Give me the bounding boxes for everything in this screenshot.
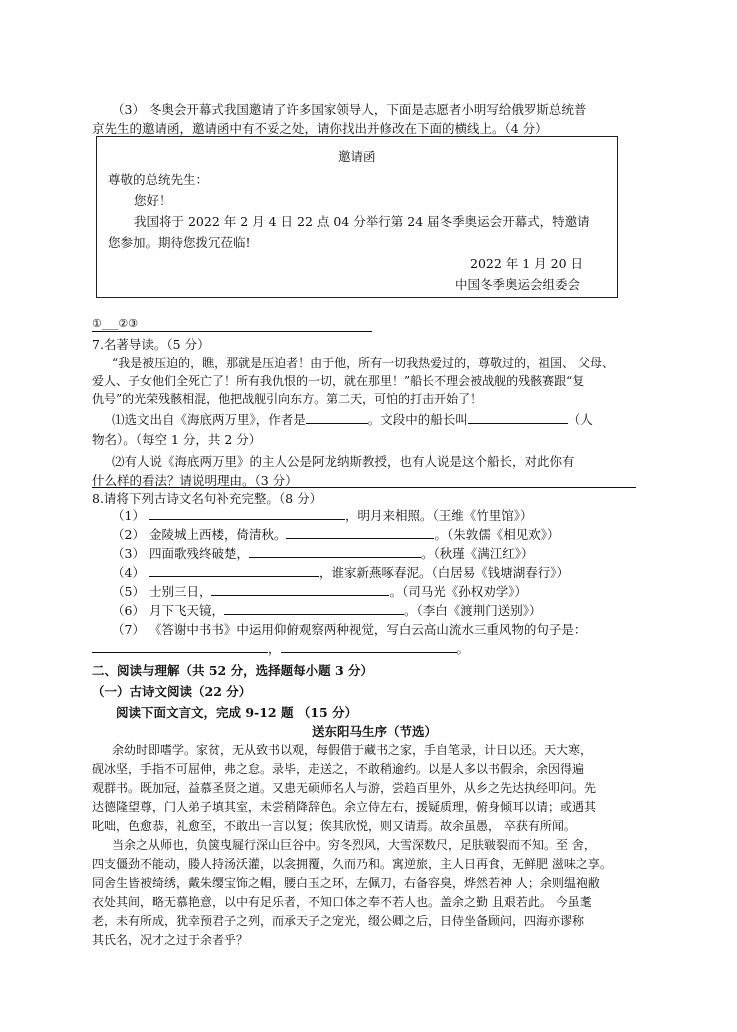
q7-sub2-line1: ⑵有人说《海底两万里》的主人公是阿龙纳斯教授，也有人说是这个船长，对此你有 — [112, 454, 575, 469]
q7-sub2-line2: 什么样的看法？请说明理由。（3 分） — [92, 473, 298, 488]
q7-passage-line1: “我是被压迫的，瞧，那就是压迫者！由于他，所有一切我热爱过的，尊敬过的，祖国、 父母、 — [112, 356, 614, 370]
q8-item-3 — [112, 544, 533, 562]
q7-passage-line2: 爱人、子女他们全死亡了！所有我仇恨的一切，就在那里！”船长不理会被战舰的残骸赛跟“复 — [92, 374, 585, 388]
letter-body-line1: 我国将于 2022 年 2 月 4 日 22 点 04 分举行第 24 届冬季奥运会开幕式，特邀请 — [134, 214, 590, 229]
q8-item-text: 四面歌残终破楚， — [148, 546, 249, 561]
q8-blank-6[interactable] — [224, 602, 404, 615]
comma: ， — [268, 641, 281, 656]
q8-item-2 — [112, 525, 559, 543]
q3-line1: （3） 冬奥会开幕式我国邀请了许多国家领导人，下面是志愿者小明写给俄罗斯总统普 — [112, 102, 587, 117]
q8-item-number: （1） — [112, 508, 145, 523]
q8-item-text: ，谁家新燕啄春泥。（白居易《钱塘湖春行》） — [318, 565, 569, 580]
q8-item-text: 。（司马光《孙权劝学》） — [389, 584, 527, 599]
answer-mark: ①___②③ — [92, 317, 139, 330]
passage-p1-line3: 观群书。既加冠，益慕圣贤之道。又患无硕师名人与游，尝趋百里外，从乡之先达执经叩问。先 — [92, 781, 597, 795]
q7-sub1-prompt: ⑴选文出自《海底两万里》，作者是 — [112, 412, 306, 427]
q7-header: 7.名著导读。（5 分） — [92, 337, 210, 352]
passage-p1-line2: 砚冰坚，手指不可屈伸，弗之怠。录毕，走送之，不敢稍逾约。以是人多以书假余，余因得遍 — [92, 762, 585, 776]
q8-item-6 — [112, 601, 541, 619]
q7-sub1-line2: 物名）。（每空 1 分，共 2 分） — [92, 432, 262, 447]
letter-title: 邀请函 — [338, 149, 376, 164]
passage-p2-line1: 当余之从师也，负箧曳屣行深山巨谷中。穷冬烈风，大雪深数尺，足肤皲裂而不知。至 舍， — [112, 838, 596, 852]
q8-item-7-answer — [92, 639, 469, 657]
q8-item-7: （7） 《答谢中书书》中运用仰俯观察两种视觉，写白云高山流水三重风物的句子是： — [112, 622, 587, 637]
q8-blank-7b[interactable] — [281, 640, 457, 653]
q8-item-number: （5） — [112, 584, 145, 599]
author-blank[interactable] — [306, 411, 368, 424]
letter-signature: 中国冬季奥运会组委会 — [455, 277, 581, 292]
q8-blank-3[interactable] — [249, 545, 421, 558]
q8-item-number: （2） — [112, 527, 145, 542]
q8-blank-7a[interactable] — [92, 640, 268, 653]
passage-p2-line6: 其氏名，况才之过于余者乎？ — [92, 933, 249, 947]
reading-instruction: 阅读下面文言文，完成 9-12 题 （15 分） — [116, 705, 358, 720]
q8-item-text: ，明月来相照。（王维《竹里馆》） — [344, 508, 533, 523]
section2-header: 二、阅读与理解（共 52 分，选择题每小题 3 分） — [92, 663, 374, 678]
q8-item-number: （3） — [112, 546, 145, 561]
passage-p2-line3: 同舍生皆被绮绣，戴朱缨宝饰之帽，腰白玉之环，左佩刀，右备容臭，烨然若神 人；余则缊袍敝 — [92, 876, 600, 890]
passage-p1-line4: 达德隆望尊，门人弟子填其室，未尝稍降辞色。余立侍左右，援疑质理，俯身倾耳以请；或遇其 — [92, 800, 597, 814]
passage-p2-line4: 衣处其间，略无慕艳意，以中有足乐者，不知口体之奉不若人也。盖余之勤 且艰若此。 今虽耄 — [92, 895, 592, 909]
period: 。 — [456, 641, 470, 656]
q7-sub1-mid: 。文段中的船长叫 — [367, 412, 468, 427]
letter-salutation: 尊敬的总统先生： — [108, 172, 209, 187]
passage-p1-line1: 余幼时即嗜学。家贫，无从致书以观，每假借于藏书之家，手自笔录，计日以还。天大寒， — [112, 743, 593, 757]
q8-item-5 — [112, 582, 527, 600]
letter-body-line2: 您参加。期待您拨冗莅临! — [108, 235, 251, 250]
q8-item-4 — [112, 563, 569, 581]
q8-item-text: 。（李白《渡荆门送别》） — [403, 603, 542, 618]
q8-item-1 — [112, 506, 532, 524]
section2-subheader: （一）古诗文阅读（22 分） — [92, 684, 252, 699]
passage-p1-line5: 叱咄，色愈恭，礼愈至，不敢出一言以复；俟其欣悦，则又请焉。故余虽愚， 卒获有所闻。 — [92, 819, 576, 833]
letter-greeting: 您好！ — [134, 193, 172, 208]
q7-sub1-line1 — [112, 410, 593, 428]
q8-blank-2[interactable] — [286, 526, 434, 539]
q8-item-number: （4） — [112, 565, 145, 580]
q3-line2: 京先生的邀请函，邀请函中有不妥之处，请你找出并修改在下面的横线上。（4 分） — [92, 121, 548, 136]
q8-header: 8.请将下列古诗文名句补充完整。（8 分） — [92, 491, 323, 506]
letter-date: 2022 年 1 月 20 日 — [470, 256, 584, 271]
passage-p2-line2: 四支僵劲不能动，媵人持汤沃灌，以衾拥覆，久而乃和。寓逆旅，主人日再食，无鲜肥 滋味之享。 — [92, 857, 612, 871]
q8-item-text: 月下飞天镜， — [148, 603, 224, 618]
q8-blank-4[interactable] — [149, 564, 319, 577]
q8-item-text: 。（秋瑾《满江红》） — [420, 546, 534, 561]
answer-line[interactable] — [92, 331, 372, 332]
q8-item-text: 士别三日， — [148, 584, 212, 599]
q7-answer-line[interactable] — [92, 487, 636, 488]
q8-item-text: 金陵城上西楼，倚清秋。 — [148, 527, 287, 542]
q8-blank-5[interactable] — [211, 583, 389, 596]
q8-item-number: （6） — [112, 603, 145, 618]
q8-item-text: 。（朱敦儒《相见欢》） — [434, 527, 560, 542]
q7-sub1-tail: （人 — [567, 412, 593, 427]
captain-name-blank[interactable] — [468, 411, 568, 424]
passage-p2-line5: 老，未有所成，犹幸预君子之列，而承天子之宠光，缀公卿之后，日侍坐备顾问，四海亦谬称 — [92, 914, 585, 928]
passage-title: 送东阳马生序（节选） — [312, 724, 438, 739]
q7-passage-line3: 仇号”的光荣残骸相混，他把战舰引向东方。第二天，可怕的打击开始了！ — [92, 392, 483, 406]
q8-blank-1[interactable] — [149, 507, 345, 520]
